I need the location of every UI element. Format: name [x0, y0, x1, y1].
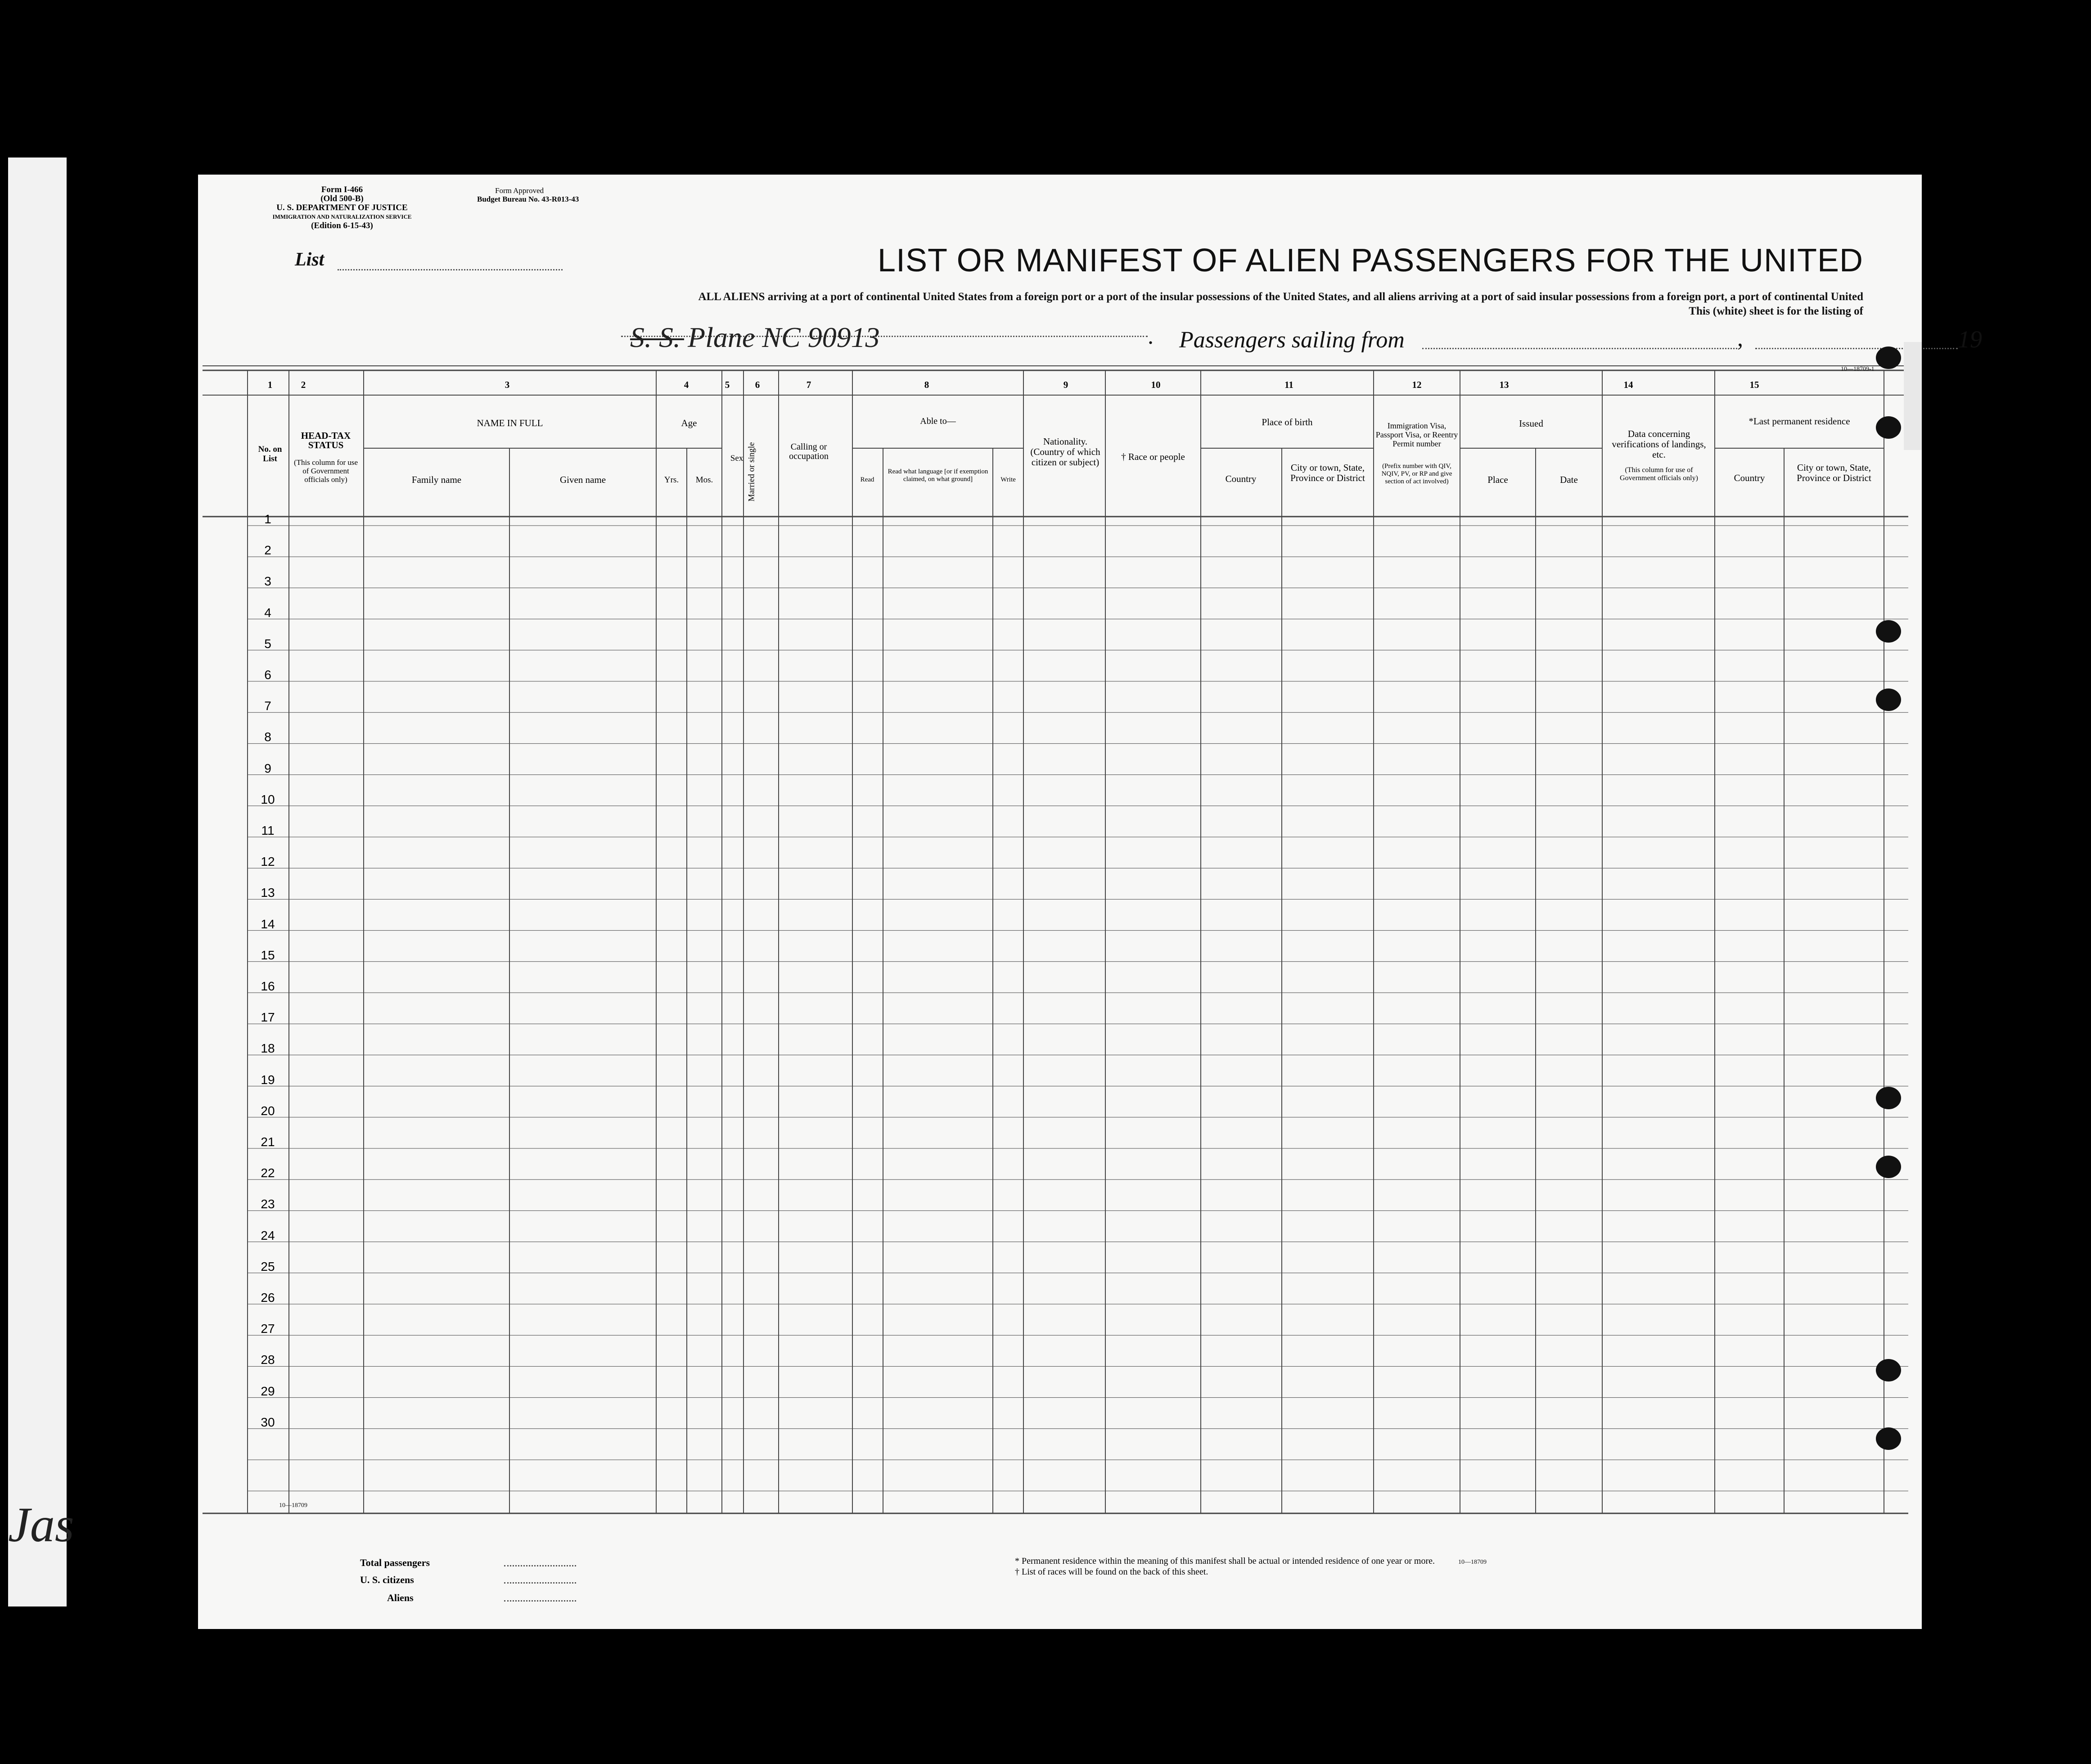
col-number-12: 12 — [1412, 379, 1422, 390]
row-number: 4 — [264, 605, 271, 620]
punch-hole — [1876, 1359, 1901, 1382]
col-heading-sex: Sex — [730, 454, 744, 463]
col-note-head-tax: (This column for use of Government officials only) — [293, 458, 358, 484]
row-number: 21 — [261, 1135, 275, 1149]
punch-hole — [1876, 620, 1901, 643]
col-number-10: 10 — [1151, 379, 1161, 390]
instructions-line-1: ALL ALIENS arriving at a port of continental United States from a foreign port or a port of the insular possessions of the United States, and all aliens arriving at a port of said insular possessions from a foreign port, a port of continental United — [698, 291, 1863, 303]
col-heading-no-on-list: No. on List — [258, 445, 282, 464]
col-subheading-family-name: Family name — [411, 474, 462, 485]
form-number: Form I-466 — [321, 185, 363, 194]
manifest-grid — [198, 175, 1922, 1629]
total-passengers-label: Total passengers — [360, 1557, 430, 1568]
approval-line: Form Approved — [495, 186, 544, 195]
row-number: 6 — [264, 668, 271, 682]
col-subheading-months: Mos. — [695, 475, 713, 485]
budget-bureau-number: Budget Bureau No. 43-R013-43 — [477, 195, 579, 203]
col-number-7: 7 — [806, 379, 811, 390]
col-subheading-birth-city: City or town, State, Province or District — [1290, 462, 1365, 483]
col-heading-nationality: Nationality. (Country of which citizen or subject) — [1030, 436, 1100, 468]
row-number: 20 — [261, 1103, 275, 1118]
punch-hole — [1876, 416, 1901, 439]
instructions-line-2: This (white) sheet is for the listing of — [1689, 305, 1863, 317]
col-number-5: 5 — [725, 379, 730, 390]
row-number: 9 — [264, 761, 271, 775]
col-heading-head-tax-status: HEAD-TAX STATUS — [301, 430, 351, 450]
col-heading-age: Age — [681, 418, 697, 428]
col-heading-able-to: Able to— — [920, 416, 956, 426]
col-number-15: 15 — [1749, 379, 1759, 390]
footnote-permanent-residence: * Permanent residence within the meaning of this manifest shall be actual or intended residence of one year or more. — [1015, 1556, 1435, 1566]
row-number: 30 — [261, 1415, 275, 1429]
department-name: U. S. DEPARTMENT OF JUSTICE — [276, 203, 408, 212]
row-number: 17 — [261, 1010, 275, 1025]
col-subheading-residence-city: City or town, State, Province or District — [1797, 462, 1871, 483]
col-subheading-issued-date: Date — [1560, 474, 1578, 485]
row-number: 7 — [264, 699, 271, 713]
col-heading-race-or-people: † Race or people — [1121, 451, 1185, 462]
manifest-sheet — [198, 175, 1982, 1629]
row-number: 11 — [261, 824, 275, 837]
row-number: 13 — [261, 886, 275, 900]
row-number: 28 — [261, 1353, 275, 1367]
col-number-8: 8 — [924, 379, 929, 390]
vessel-name: Plane NC 90913 — [688, 321, 880, 353]
col-number-6: 6 — [755, 379, 760, 390]
aliens-line — [504, 1600, 576, 1602]
page-title: LIST OR MANIFEST OF ALIEN PASSENGERS FOR THE UNITED — [877, 243, 1863, 279]
col-heading-issued: Issued — [1519, 418, 1543, 429]
print-code: 10—18709 — [279, 1502, 307, 1509]
col-subheading-read-what-language: Read what language [or if exemption claimed, on what ground] — [888, 468, 988, 483]
row-number: 22 — [261, 1166, 275, 1180]
col-subheading-read: Read — [860, 476, 874, 483]
punch-hole — [1876, 1087, 1901, 1109]
row-number: 26 — [261, 1291, 275, 1305]
print-code: 10—18709-1 — [1841, 366, 1875, 373]
us-citizens-line — [504, 1582, 576, 1584]
col-number-1: 1 — [267, 379, 273, 390]
row-number: 18 — [261, 1041, 275, 1056]
sailing-from-label: Passengers sailing from — [1179, 327, 1405, 353]
total-passengers-line — [504, 1565, 576, 1566]
col-note-verification: (This column for use of Government officials only) — [1620, 466, 1698, 482]
edition: (Edition 6-15-43) — [311, 221, 373, 230]
row-number: 25 — [261, 1259, 275, 1274]
col-number-11: 11 — [1284, 379, 1293, 390]
col-heading-visa-number: Immigration Visa, Passport Visa, or Reentry Permit number — [1375, 421, 1458, 448]
form-code: (Old 500-B) — [320, 194, 364, 203]
col-heading-place-of-birth: Place of birth — [1262, 417, 1313, 428]
col-heading-verification-data: Data concerning verifications of landings, etc. — [1612, 428, 1706, 460]
row-number: 16 — [261, 979, 275, 993]
vessel-struck-text: S. S. — [630, 321, 680, 353]
list-label: List — [295, 249, 324, 270]
row-number: 14 — [261, 917, 275, 931]
row-number: 24 — [261, 1228, 275, 1242]
col-heading-last-permanent-residence: *Last permanent residence — [1749, 416, 1850, 427]
footnote-races: † List of races will be found on the back of this sheet. — [1015, 1567, 1208, 1577]
row-number: 29 — [261, 1384, 275, 1398]
col-heading-calling-or-occupation: Calling or occupation — [789, 442, 829, 461]
print-code: 10—18709 — [1458, 1559, 1487, 1566]
col-heading-name-in-full: NAME IN FULL — [477, 418, 543, 428]
row-number: 15 — [261, 948, 275, 962]
row-number: 12 — [261, 855, 275, 869]
col-subheading-years: Yrs. — [664, 475, 679, 485]
punch-hole — [1876, 1156, 1901, 1178]
row-number: 5 — [264, 636, 271, 651]
col-subheading-residence-country: Country — [1734, 472, 1765, 483]
punch-hole — [1876, 688, 1901, 711]
col-number-13: 13 — [1499, 379, 1509, 390]
margin-note: Jas — [8, 1497, 74, 1552]
row-number: 1 — [264, 512, 271, 526]
col-number-3: 3 — [505, 379, 510, 390]
row-number: 8 — [264, 730, 271, 744]
year-prefix: 19 — [1958, 326, 1982, 353]
torn-tab — [1904, 342, 1922, 450]
col-subheading-birth-country: Country — [1225, 473, 1257, 484]
service-name: IMMIGRATION AND NATURALIZATION SERVICE — [272, 213, 412, 220]
punch-hole — [1876, 1427, 1901, 1450]
col-subheading-given-name: Given name — [559, 474, 606, 485]
col-number-14: 14 — [1623, 379, 1633, 390]
sailing-comma: , — [1737, 326, 1743, 351]
col-number-2: 2 — [301, 379, 306, 390]
col-number-4: 4 — [684, 379, 689, 390]
col-subheading-issued-place: Place — [1487, 474, 1508, 485]
row-number: 3 — [264, 574, 271, 589]
vessel-period: . — [1148, 324, 1154, 349]
row-number: 2 — [264, 543, 271, 558]
row-number: 19 — [261, 1072, 275, 1087]
row-number: 27 — [261, 1322, 275, 1336]
us-citizens-label: U. S. citizens — [360, 1574, 414, 1585]
col-heading-married-or-single: Married or single — [747, 442, 757, 502]
punch-hole — [1876, 346, 1901, 369]
col-number-9: 9 — [1063, 379, 1068, 390]
previous-page-edge — [8, 158, 74, 1606]
col-subheading-write: Write — [1000, 476, 1016, 483]
aliens-label: Aliens — [387, 1592, 414, 1603]
row-number: 10 — [261, 792, 275, 806]
row-number: 23 — [261, 1197, 275, 1211]
col-note-visa-prefix: (Prefix number with QIV, NQIV, PV, or RP and give section of act involved) — [1381, 463, 1452, 485]
